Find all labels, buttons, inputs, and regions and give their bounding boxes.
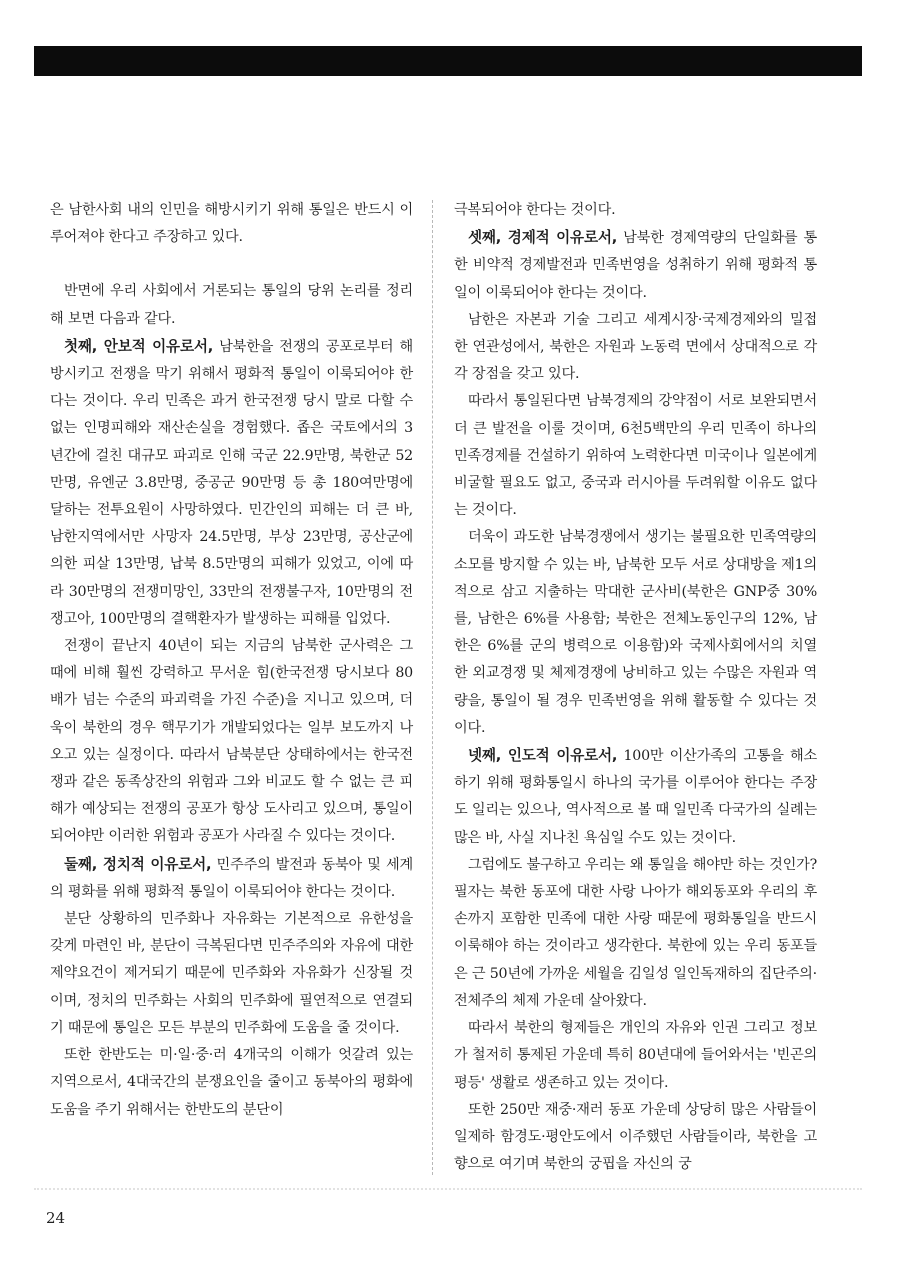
paragraph-text: 남북한 경제역량의 단일화를 통한 비약적 경제발전과 민족번영을 성취하기 위해 평화적 통일이 이룩되어야 한다는 것이다. (454, 230, 818, 301)
paragraph-lead-heading: 셋째, 경제적 이유로서, (468, 229, 618, 247)
paragraph-lead-heading: 넷째, 인도적 이유로서, (468, 747, 618, 765)
paragraph-text: 은 남한사회 내의 인민을 해방시키기 위해 통일은 반드시 이루어져야 한다고 주장하고 있다. (50, 202, 413, 246)
paragraph-text: 더욱이 과도한 남북경쟁에서 생기는 불필요한 민족역량의 소모를 방지할 수 있는 바, 남북한 모두 서로 상대방을 제1의 적으로 삼고 지출하는 막대한 군사비(북한은 GNP중 30%를, 남한은 6%를 사용함; 북한은 전체노동인구의 12%, 남한은 6%를 군의 병력으로 이용함)와 국제사회에서의 치열한 외교경쟁 및 체제경쟁에 낭비하고 있는 수많은 자원과 역량을, 통일이 될 경우 민족번영을 위해 활동할 수 있다는 것이다. (454, 529, 817, 736)
paragraph (50, 851, 413, 906)
paragraph (454, 852, 817, 1015)
paragraph-text: 남한은 자본과 기술 그리고 세계시장·국제경제와의 밀접한 연관성에서, 북한은 자원과 노동력 면에서 상대적으로 각각 장점을 갖고 있다. (454, 311, 817, 383)
paragraph-text: 또한 한반도는 미·일·중·러 4개국의 이해가 엇갈려 있는 지역으로서, 4대국간의 분쟁요인을 줄이고 동북아의 평화에 도움을 주기 위해서는 한반도의 분단이 (50, 1047, 413, 1118)
paragraph-text: 민주주의 발전과 동북아 및 세계의 평화를 위해 평화적 통일이 이룩되어야 한다는 것이다. (50, 856, 413, 900)
paragraph (454, 1097, 817, 1179)
paragraph-lead-heading: 첫째, 안보적 이유로서, (64, 337, 214, 355)
paragraph-text: 전쟁이 끝난지 40년이 되는 지금의 남북한 군사력은 그 때에 비해 훨씬 강력하고 무서운 힘(한국전쟁 당시보다 80배가 넘는 수준의 파괴력을 가진 수준)을 지니고 있으며, 더욱이 북한의 경우 핵무기가 개발되었다는 일부 보도까지 나오고 있는 실정이다. 따라서 남북분단 상태하에서는 한국전쟁과 같은 동족상잔의 위험과 그와 비교도 할 수 없는 큰 피해가 예상되는 전쟁의 공포가 항상 도사리고 있으며, 통일이 되어야만 이러한 위험과 공포가 사라질 수 있다는 것이다. (50, 638, 413, 845)
paragraph-text: 반면에 우리 사회에서 거론되는 통일의 당위 논리를 정리해 보면 다음과 같다. (50, 283, 413, 327)
paragraph-text: 극복되어야 한다는 것이다. (454, 202, 616, 218)
paragraph (454, 388, 817, 524)
paragraph-text: 따라서 북한의 형제들은 개인의 자유와 인권 그리고 정보가 철저히 통제된 가운데 특히 80년대에 들어와서는 '빈곤의 평등' 생활로 생존하고 있는 것이다. (454, 1020, 817, 1091)
paragraph-text: 남북한을 전쟁의 공포로부터 해방시키고 전쟁을 막기 위해서 평화적 통일이 이룩되어야 한다는 것이다. 우리 민족은 과거 한국전쟁 당시 말로 다할 수 없는 인명피해와 재산손실을 경험했다. 좁은 국토에서의 3년간에 걸친 대규모 파괴로 인해 국군 22.9만명, 북한군 52만명, 유엔군 3.8만명, 중공군 90만명 등 총 180여만명에 달하는 전투요원이 사망하였다. 민간인의 피해는 더 큰 바, 남한지역에서만 사망자 24.5만명, 부상 23만명, 공산군에 의한 피살 13만명, 납북 8.5만명의 피해가 있었고, 이에 따라 30만명의 전쟁미망인, 33만의 전쟁불구자, 10만명의 전쟁고아, 100만명의 결핵환자가 발생하는 피해를 입었다. (50, 338, 414, 627)
paragraph (454, 197, 817, 224)
paragraph (50, 278, 413, 332)
paragraph (50, 906, 413, 1042)
left-text-column (50, 197, 413, 1124)
page-number: 24 (46, 1209, 66, 1227)
paragraph-text: 100만 이산가족의 고통을 해소하기 위해 평화통일시 하나의 국가를 이루어야 한다는 주장도 일리는 있으나, 역사적으로 볼 때 일민족 다국가의 실례는 많은 바, 사실 지나친 욕심일 수도 있는 것이다. (454, 748, 817, 846)
column-divider (432, 200, 433, 1175)
paragraph-text: 따라서 통일된다면 남북경제의 강약점이 서로 보완되면서 더 큰 발전을 이룰 것이며, 6천5백만의 우리 민족이 하나의 민족경제를 건설하기 위하여 노력한다면 미국이나 일본에게 비굴할 필요도 없고, 중국과 러시아를 두려워할 이유도 없다는 것이다. (454, 393, 817, 519)
paragraph (454, 524, 817, 742)
paragraph (454, 224, 817, 307)
paragraph (50, 333, 413, 633)
paragraph (454, 1015, 817, 1097)
paragraph (50, 197, 413, 251)
paragraph (454, 742, 817, 852)
paragraph-text: 또한 250만 재중·재러 동포 가운데 상당히 많은 사람들이 일제하 함경도·평안도에서 이주했던 사람들이라, 북한을 고향으로 여기며 북한의 궁핍을 자신의 궁 (454, 1101, 817, 1173)
right-text-column (454, 197, 817, 1178)
paragraph (50, 633, 413, 851)
paragraph-lead-heading: 둘째, 정치적 이유로서, (64, 855, 212, 873)
paragraph-text: 그럼에도 불구하고 우리는 왜 통일을 해야만 하는 것인가? 필자는 북한 동포에 대한 사랑 나아가 해외동포와 우리의 후손까지 포함한 민족에 대한 사랑 때문에 평화통일을 반드시 이룩해야 하는 것이라고 생각한다. 북한에 있는 우리 동포들은 근 50년에 가까운 세월을 김일성 일인독재하의 집단주의·전체주의 체제 가운데 살아왔다. (454, 856, 817, 1009)
header-black-bar (34, 46, 862, 76)
paragraph (454, 307, 817, 389)
scan-noise-line (34, 1188, 862, 1190)
paragraph-text: 분단 상황하의 민주화나 자유화는 기본적으로 유한성을 갖게 마련인 바, 분단이 극복된다면 민주주의와 자유에 대한 제약요건이 제거되기 때문에 민주화와 자유화가 신장될 것이며, 정치의 민주화는 사회의 민주화에 필연적으로 연결되기 때문에 통일은 모든 부분의 민주화에 도움을 줄 것이다. (50, 911, 413, 1036)
paragraph (50, 1042, 413, 1124)
